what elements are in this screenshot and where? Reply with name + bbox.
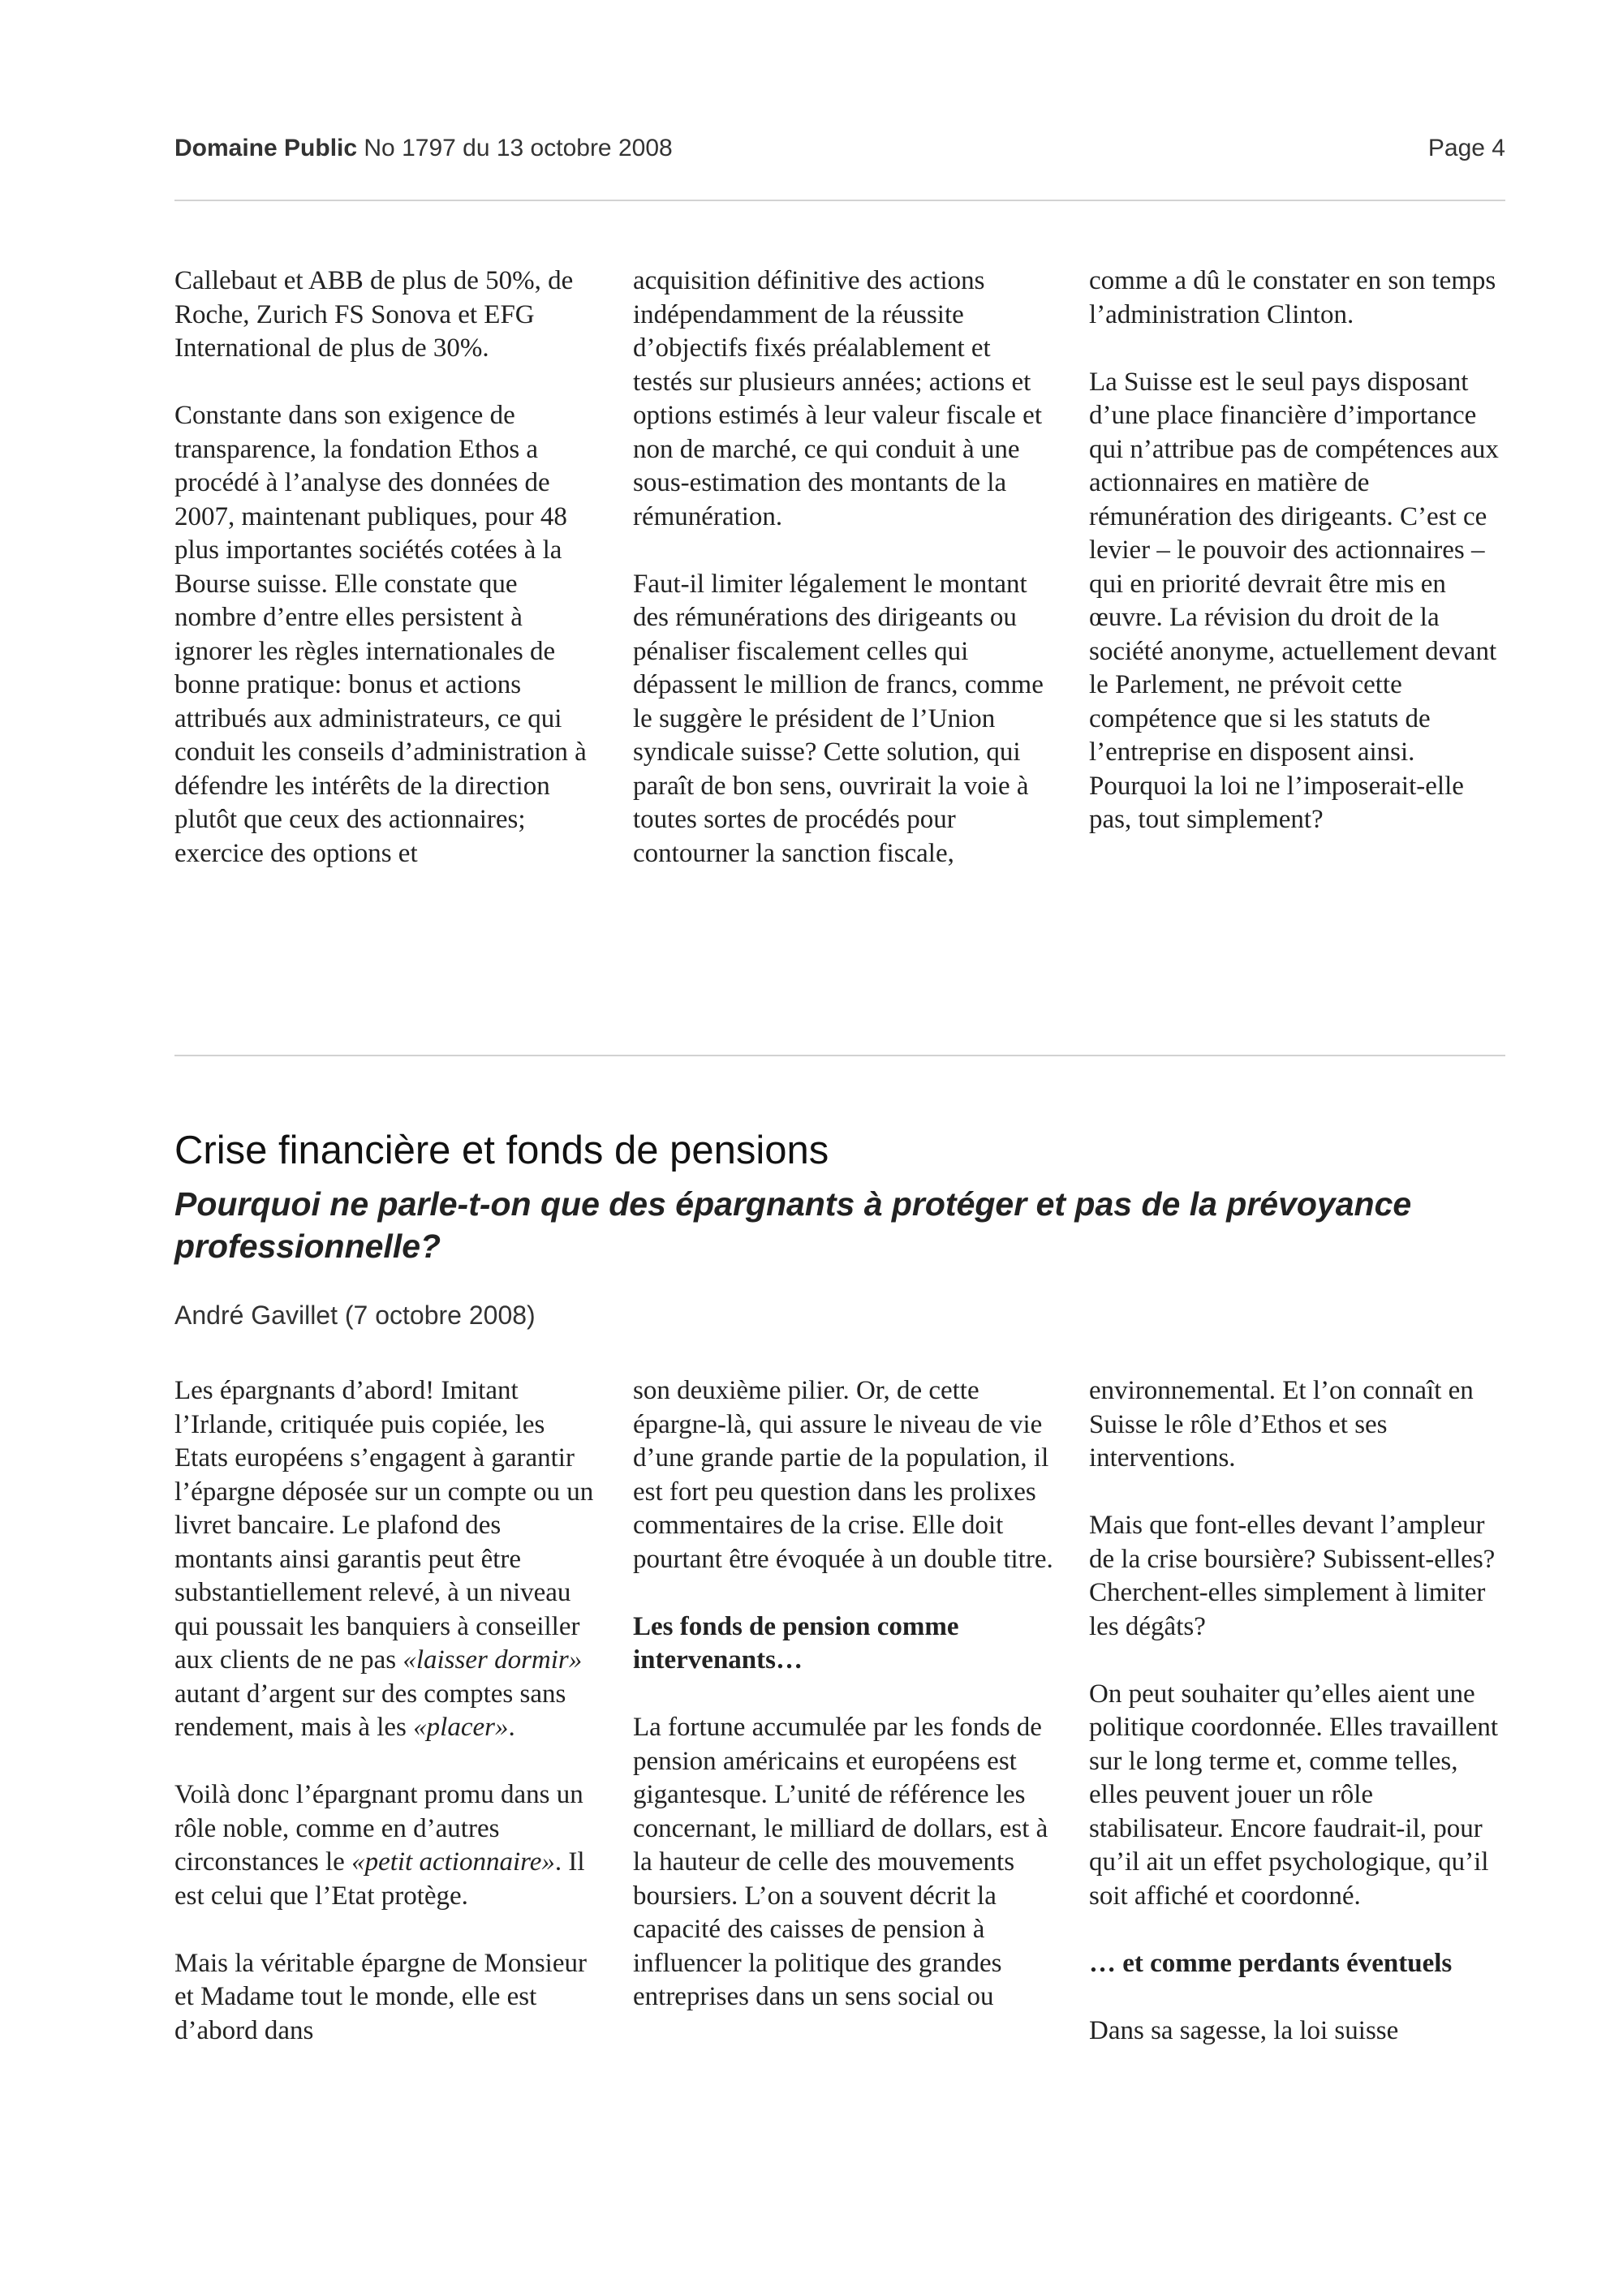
- header-divider: [174, 200, 1505, 201]
- paragraph: Constante dans son exigence de transparence, la fondation Ethos a procédé à l’analyse des données de 2007, maintenant publiques, pour 48 plus importantes sociétés cotées à la Bourse suisse. Elle constate que nombre d’entre elles persistent à ignorer les règles internationales de bonne pratique: bonus et actions attribués aux administrateurs, ce qui conduit les conseils d’administration à défendre les intérêts de la direction plutôt que ceux des actionnaires; exercice des options et: [174, 401, 587, 868]
- section-divider: [174, 1055, 1505, 1056]
- quoted-phrase: «placer»: [413, 1713, 509, 1742]
- article-column-1: [174, 1374, 596, 2082]
- paragraph: Dans sa sagesse, la loi suisse: [1089, 2015, 1399, 2045]
- article-byline: André Gavillet (7 octobre 2008): [174, 1301, 536, 1330]
- article-title: Crise financière et fonds de pensions: [174, 1129, 829, 1172]
- quoted-phrase: «laisser dormir»: [403, 1645, 583, 1675]
- quoted-phrase: «petit actionnaire»: [351, 1847, 555, 1877]
- paragraph: Mais que font-elles devant l’ampleur de la crise boursière? Subissent-elles? Cherchent-elles simplement à limiter les dégâts?: [1089, 1511, 1496, 1641]
- issue-info: No 1797 du 13 octobre 2008: [364, 135, 673, 161]
- paragraph: environnemental. Et l’on connaît en Suisse le rôle d’Ethos et ses interventions.: [1089, 1376, 1474, 1473]
- running-header: [174, 135, 1505, 167]
- article-column-2: [633, 1374, 1055, 2048]
- continuation-column-3: [1089, 264, 1511, 871]
- paragraph: acquisition définitive des actions indépendamment de la réussite d’objectifs fixés préalablement et testés sur plusieurs années; actions et options estimés à leur valeur fiscale et non de marché, ce qui conduit à une sous-estimation des montants de la rémunération.: [633, 266, 1042, 531]
- paragraph: Callebaut et ABB de plus de 50%, de Roche, Zurich FS Sonova et EFG International de plus de 30%.: [174, 266, 574, 363]
- page-number: Page 4: [1427, 135, 1505, 161]
- paragraph: Faut-il limiter légalement le montant des rémunérations des dirigeants ou pénaliser fiscalement celles qui dépassent le million de francs, comme le suggère le président de l’Union syndicale suisse? Cette solution, qui paraît de bon sens, ouvrirait la voie à toutes sortes de procédés pour contourner la sanction fiscale,: [633, 569, 1044, 868]
- continuation-column-2: [633, 264, 1055, 905]
- paragraph: Mais la véritable épargne de Monsieur et Madame tout le monde, elle est d’abord dans: [174, 1948, 587, 2045]
- publication-name: Domaine Public: [174, 135, 358, 161]
- article-subtitle: Pourquoi ne parle-t-on que des épargnants à protéger et pas de la prévoyance professionnelle?: [174, 1185, 1412, 1265]
- paragraph: Les épargnants d’abord! Imitant l’Irlande, critiquée puis copiée, les Etats européens s’engagent à garantir l’épargne déposée sur un compte ou un livret bancaire. Le plafond des montants ainsi garantis peut être substantiellement relevé, à un niveau qui poussait les banquiers à conseiller aux clients de ne pas «laisser dormir» autant d’argent sur des comptes sans rendement, mais à les «placer».: [174, 1376, 594, 1742]
- paragraph: son deuxième pilier. Or, de cette épargne-là, qui assure le niveau de vie d’une grande partie de la population, il est fort peu question dans les prolixes commentaires de la crise. Elle doit pourtant être évoquée à un double titre.: [633, 1376, 1053, 1574]
- continuation-column-1: [174, 264, 596, 905]
- article-column-3: [1089, 1374, 1511, 2082]
- paragraph: La Suisse est le seul pays disposant d’une place financière d’importance qui n’attribue pas de compétences aux actionnaires en matière de rémunération des dirigeants. C’est ce levier – le pouvoir des actionnaires – qui en priorité devrait être mis en œuvre. La révision du droit de la société anonyme, actuellement devant le Parlement, ne prévoit cette compétence que si les statuts de l’entreprise en disposent ainsi. Pourquoi la loi ne l’imposerait-elle pas, tout simplement?: [1089, 367, 1499, 834]
- section-heading: … et comme perdants éventuels: [1089, 1948, 1453, 1978]
- paragraph: comme a dû le constater en son temps l’administration Clinton.: [1089, 266, 1496, 329]
- paragraph: On peut souhaiter qu’elles aient une politique coordonnée. Elles travaillent sur le long terme et, comme telles, elles peuvent jouer un rôle stabilisateur. Encore faudrait-il, pour qu’il ait un effet psychologique, qu’il soit affiché et coordonné.: [1089, 1679, 1499, 1911]
- section-heading: Les fonds de pension comme intervenants…: [633, 1611, 959, 1675]
- paragraph: Voilà donc l’épargnant promu dans un rôle noble, comme en d’autres circonstances le «petit actionnaire». Il est celui que l’Etat protège.: [174, 1780, 585, 1911]
- paragraph: La fortune accumulée par les fonds de pension américains et européens est gigantesque. L’unité de référence les concernant, le milliard de dollars, est à la hauteur de celle des mouvements boursiers. L’on a souvent décrit la capacité des caisses de pension à influencer la politique des grandes entreprises dans un sens social ou: [633, 1713, 1048, 2011]
